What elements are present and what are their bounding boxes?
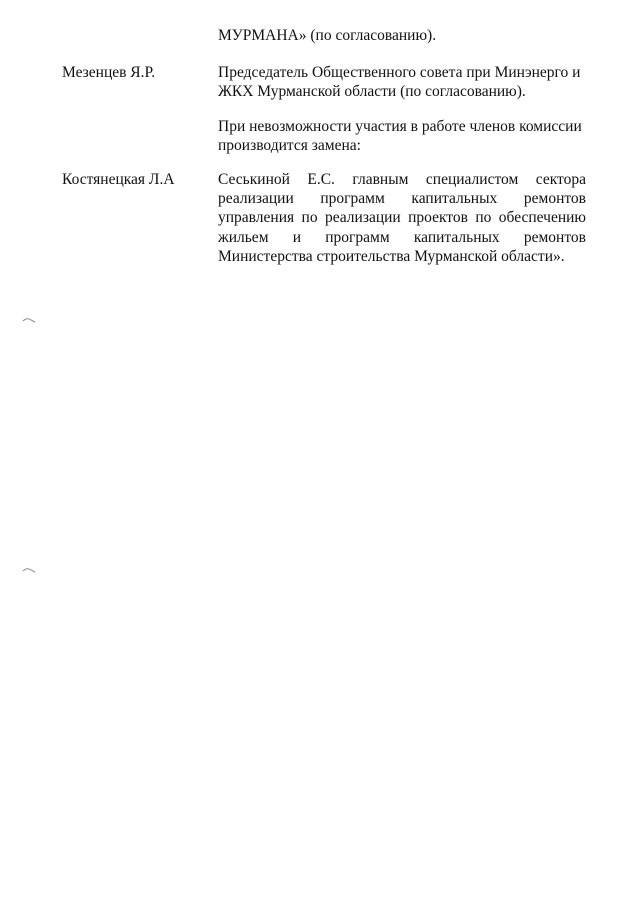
replacement-description-line-5: Министерства строительства Мурманской области». — [218, 247, 565, 265]
replacement-name-kostyanetskaya: Костянецкая Л.А — [62, 171, 175, 188]
replacement-note-line-2: производится замена: — [218, 137, 361, 154]
replacement-description-line-1: Сеськиной Е.С. главным специалистом сектора — [218, 171, 586, 188]
replacement-note-line-1: При невозможности участия в работе членов комиссии — [218, 118, 582, 135]
member-name-mezentsev: Мезенцев Я.Р. — [62, 64, 156, 81]
top-continuation-text: МУРМАНА» (по согласованию). — [218, 27, 437, 44]
member-role-line-2: ЖКХ Мурманской области (по согласованию). — [218, 83, 526, 100]
member-role-line-1: Председатель Общественного совета при Минэнерго и — [218, 64, 581, 81]
scan-margin-mark-upper — [22, 316, 36, 324]
replacement-description-line-3: управления по реализации проектов по обеспечению — [218, 209, 586, 227]
scan-margin-mark-lower — [22, 566, 36, 574]
replacement-description — [218, 170, 586, 266]
replacement-description-line-4: жильем и программ капитальных ремонтов — [218, 228, 586, 246]
replacement-description-line-2: реализации программ капитальных ремонтов — [218, 190, 586, 208]
